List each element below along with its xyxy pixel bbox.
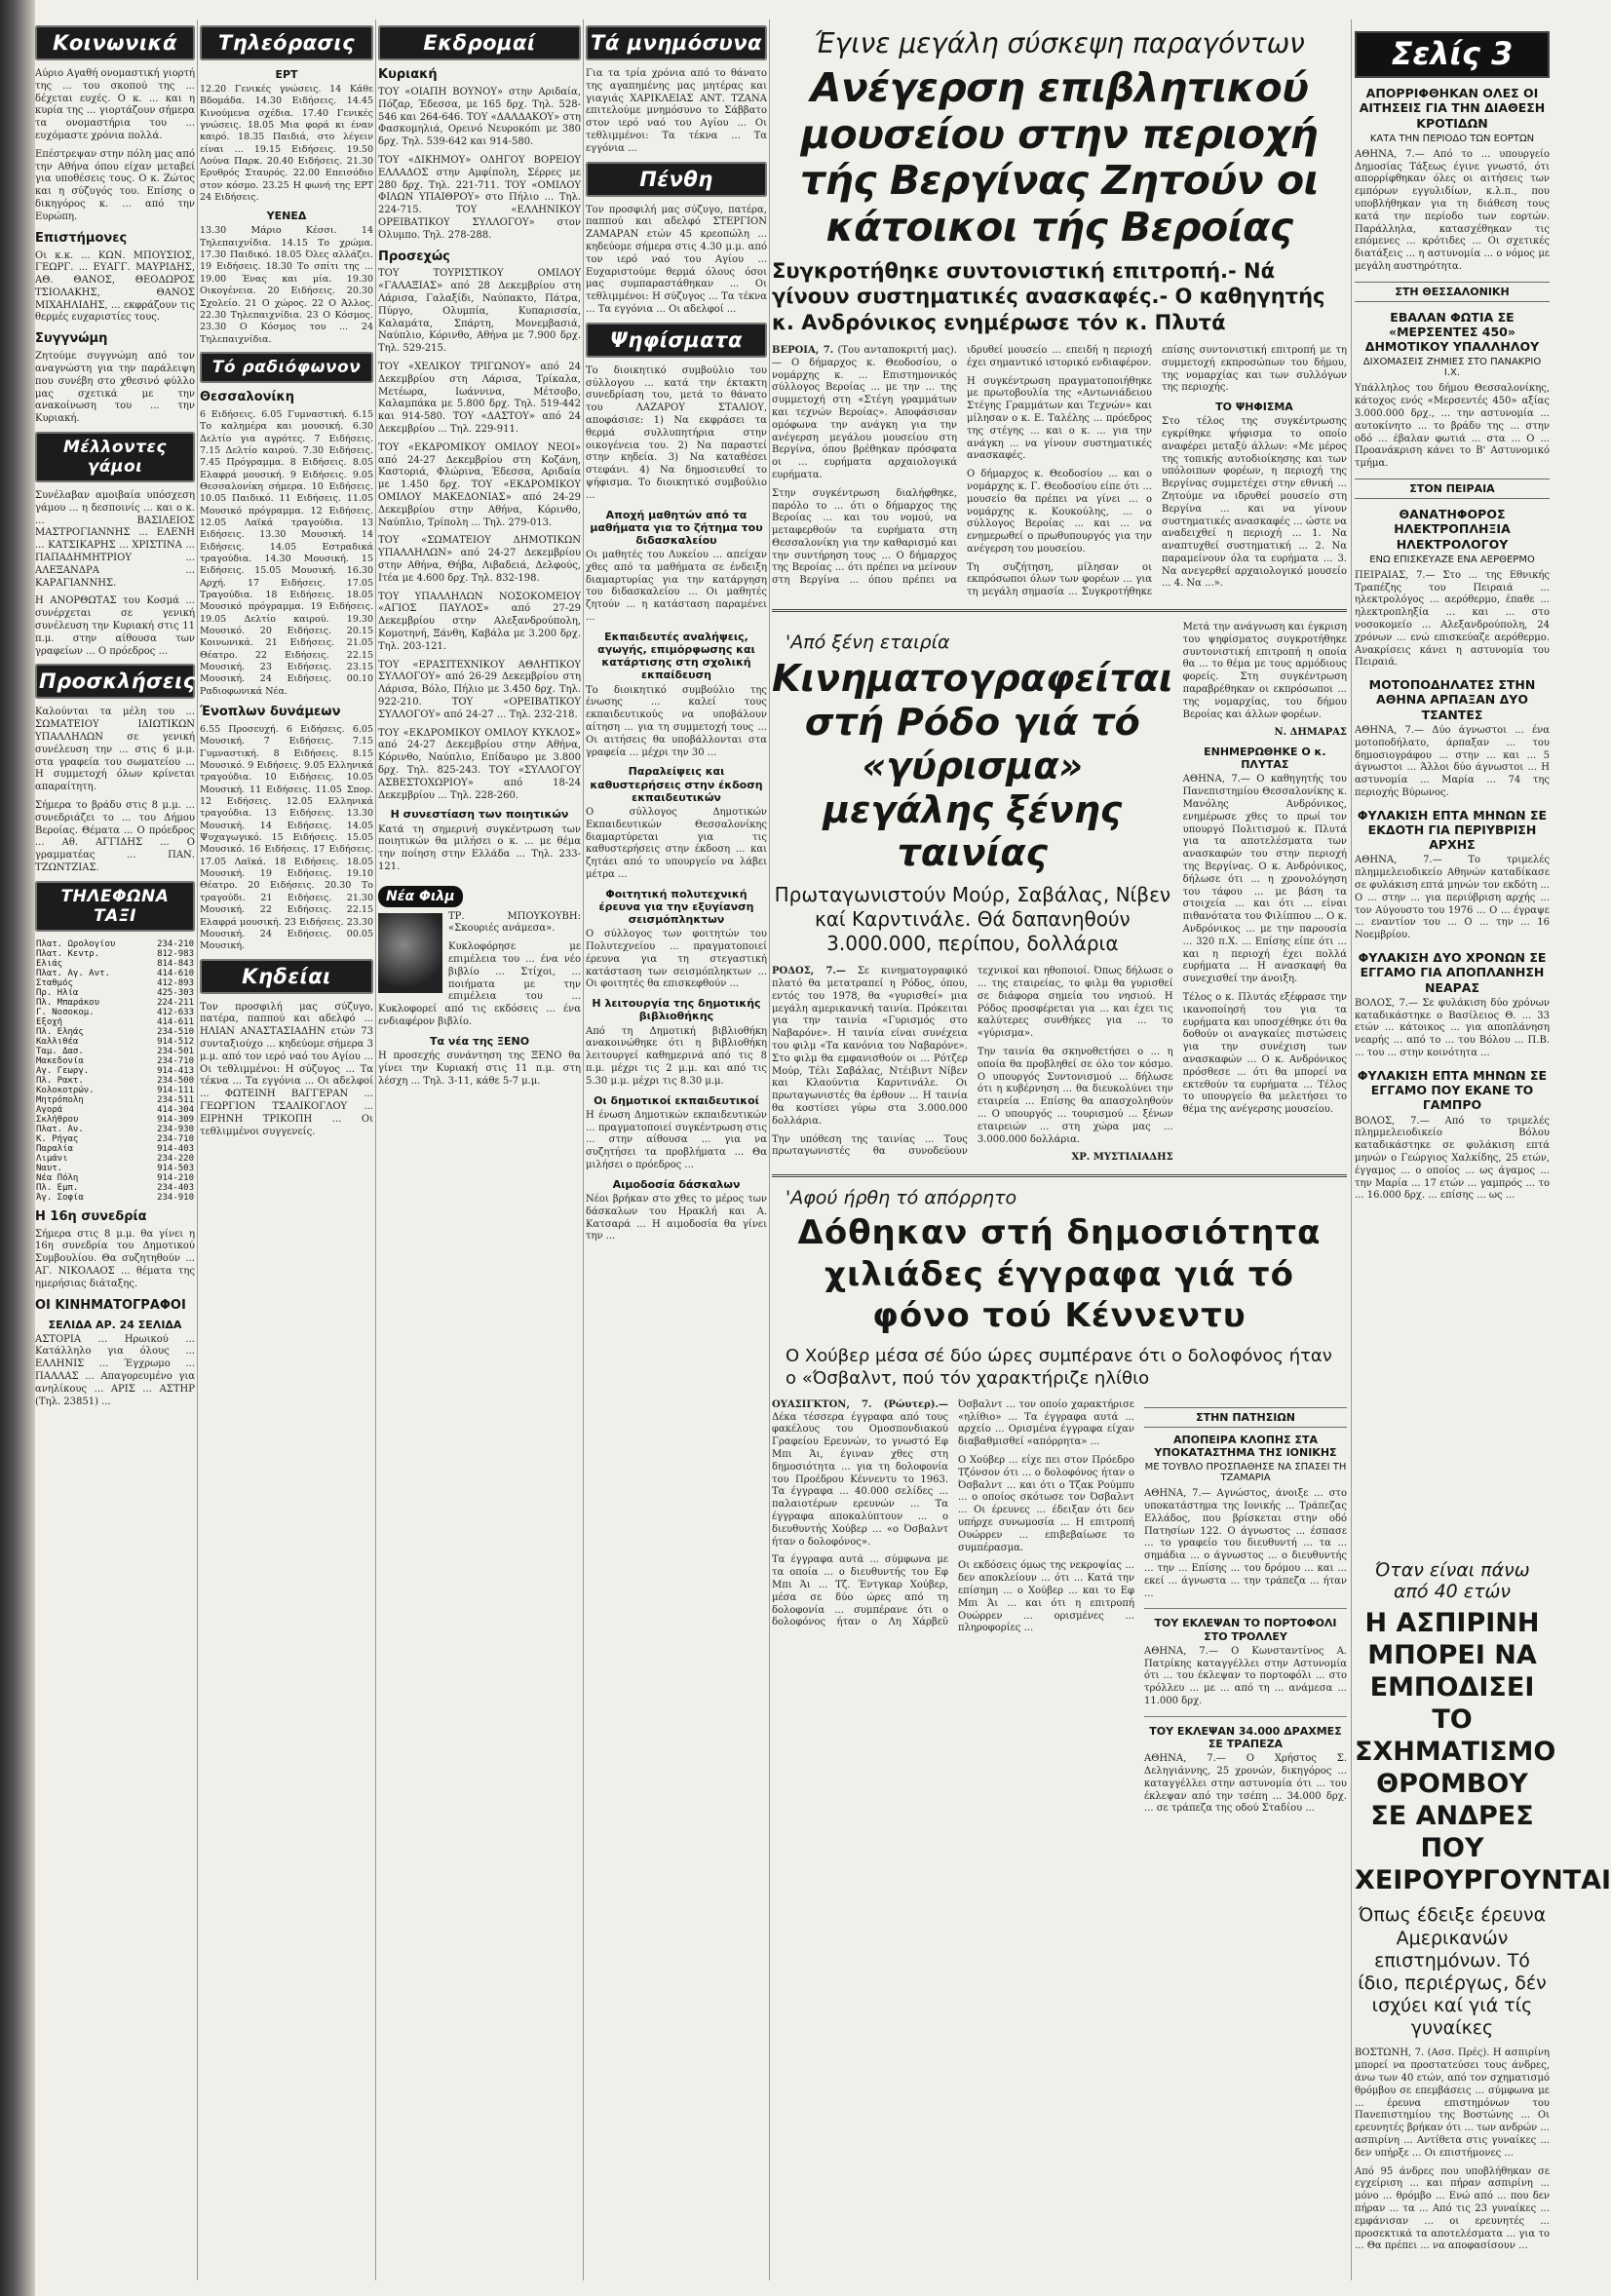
article-text: Αύριο Αγαθή ονομαστική γιορτή της ... του σκοπού της ... δέχεται ευχές. Ο κ. ... και η κυρία της ... γιορτάζουν σήμερα τα ονομαστήρια του ... ευχόμαστε χρόνια πολλά. — [35, 68, 195, 141]
aspirin-story — [1355, 1546, 1611, 2259]
section-banner-weddings: Μέλλοντες γάμοι — [35, 432, 195, 482]
story-divider — [772, 609, 1347, 612]
section-banner-memorials: Τά μνημόσυνα — [586, 25, 767, 60]
column-rule — [583, 19, 584, 2280]
dateline: ΟΥΑΣΙΓΚΤΟΝ, 7. (Ρώυτερ).— — [772, 1398, 948, 1410]
brief-subheading: ΕΝΩ ΕΠΙΣΚΕΥΑΖΕ ΕΝΑ ΑΕΡΘΕΡΜΟ — [1369, 554, 1535, 565]
taxi-phone-row — [35, 1144, 195, 1154]
section-banner-mourning: Πένθη — [586, 162, 767, 197]
book-cover-image — [378, 913, 442, 993]
article-text: Για τα τρία χρόνια από το θάνατο της αγαπημένης μας μητέρας και γιαγιάς ΧΑΡΙΚΛΕΙΑΣ ΑΝΤ. ΤΖΑΝΑ επιτελούμε μνημόσυνο το Σάββατο στον ιερό ναό του Αγίου ... Οι τεθλιμμένοι: Τα τέκνα ... Τα εγγόνια ... — [586, 68, 767, 154]
taxi-phone-row — [35, 1105, 195, 1115]
article-text: Η συγκέντρωση πραγματοποιήθηκε με πρωτοβουλία της «Αντωνιάδειου Στέγης Γραμμάτων και Τεχνών» και μίλησαν ο κ. Ε. Ταλέλης ... πρόεδρος της στέγης ... και ο κ. ... για την ανάγκη ... να γίνουν συστηματικές ανασκαφές. — [967, 375, 1152, 462]
taxi-phone-row — [35, 1076, 195, 1086]
section-banner-invitations: Προσκλήσεις — [35, 664, 195, 699]
section-heading: ΟΙ ΚΙΝΗΜΑΤΟΓΡΑΦΟΙ — [35, 1297, 186, 1313]
article-text: Τον προσφιλή μας σύζυγο, πατέρα, παππού και αδελφό ... ΗΛΙΑΝ ΑΝΑΣΤΑΣΙΑΔΗΝ ετών 73 συνταξιούχο ... κηδεύομε σήμερα 3 μ.μ. από τον ιερό ναό του Αγίου ... Οι τεθλιμμένοι: Η σύζυγος ... Τα τέκνα ... Τα εγγόνια ... Οι αδελφοί ... ΦΩΤΕΙΝΗ ΒΑΓΓΕΡΑΝ ... ΓΕΩΡΓΙΟΝ ΤΣΑΛΙΚΟΓΛΟΥ ... ΕΙΡΗΝΗ ΤΡΙΚΟΠΗ ... Οι τεθλιμμένοι συγγενείς. — [200, 1001, 373, 1137]
article-text: ΤΟΥ «ΔΙΚΗΜΟΥ» ΟΔΗΓΟΥ ΒΟΡΕΙΟΥ ΕΛΛΑΔΟΣ στην Αμφίπολη, Σέρρες με 280 δρχ. Τηλ. 221-711. ΤΟΥ «ΟΜΙΛΟΥ ΦΙΛΩΝ ΥΠΑΙΘΡΟΥ» στο Πήλιο ... Τηλ. 224-715. ΤΟΥ «ΕΛΛΗΝΙΚΟΥ ΟΡΕΙΒΑΤΙΚΟΥ ΣΥΛΛΟΓΟΥ» στον Όλυμπο. Τηλ. 278-288. — [378, 154, 581, 241]
article-text: Τα έγγραφα αυτά ... σύμφωνα με τα οποία ... ο διευθυντής του Εφ Μπι Άι ... Τζ. Έντγκαρ Χούβερ, μέσα σε δύο ώρες από τη δολοφονία ... συμπέρανε ότι ο δολοφόνος ήταν ο Λη Χάρβεϋ Όσβαλντ ... τον οποίο χαρακτήρισε «ηλίθιο» ... Τα έγγραφα αυτά ... αρχείο ... Ορισμένα έγγραφα είχαν διαβαθμισθεί «απόρρητα» ... — [772, 1398, 1134, 1628]
article-text: Σήμερα το βράδυ στις 8 μ.μ. ... συνεδριάζει το ... του Δήμου Βεροίας. Θέματα ... Ο πρόεδρος ... Αθ. ΑΓΓΙΔΗΣ ... Ο γραμματέας ... ΠΑΝ. ΤΖΩΝΤΖΙΑΣ. — [35, 799, 195, 873]
brief-heading: ΜΟΤΟΠΟΔΗΛΑΤΕΣ ΣΤΗΝ ΑΘΗΝΑ ΑΡΠΑΞΑΝ ΔΥΟ ΤΣΑΝΤΕΣ — [1368, 677, 1536, 722]
article-text: ΑΘΗΝΑ, 7.— Δύο άγνωστοι ... ένα μοτοποδήλατο, άρπαξαν ... του δημοσιογράφου ... στην ... και ... 5 άγνωστοι ... Άλλοι δύο άγνωστοι ... Η αστυνομία ... Μαρία ... 74 της περιοχής Βύρωνος. — [1355, 724, 1550, 798]
lead-story-headline: Ανέγερση επιβλητικού μουσείου στην περιοχή τής Βεργίνας Ζητούν οι κάτοικοι τής Βεροίας — [799, 64, 1320, 250]
article-text: Κατά τη σημερινή συγκέντρωση των ποιητικών θα μιλήσει ο κ. ... με θέμα την ποίηση στην Ελλάδα ... Τηλ. 233-121. — [378, 823, 581, 872]
column-rule — [197, 19, 198, 2280]
brief-divider — [1144, 1608, 1347, 1609]
taxi-stand-name: Πλατ. Αν. — [36, 1124, 84, 1134]
taxi-phone-number: 234-210 — [157, 938, 194, 949]
section-heading: Κυριακή — [378, 67, 438, 82]
section-banner-social: Κοινωνικά — [35, 25, 195, 60]
article-text: ΤΟΥ «ΣΩΜΑΤΕΙΟΥ ΔΗΜΟΤΙΚΩΝ ΥΠΑΛΛΗΛΩΝ» από 24-27 Δεκεμβρίου στην Αθήνα, Θήβα, Λιβαδειά, Δελφούς, Ιτέα με 4.600 δρχ. Τηλ. 832-198. — [378, 535, 581, 584]
article-text: Από 95 άνδρες που υποβλήθηκαν σε εγχείριση ... και πήραν ασπιρίνη ... μόνο ... θρόμβο ... Ενώ από ... που δεν πήραν ... τα ... Από τις 23 γυναίκες ... εμφάνισαν ... οι ερευνητές ... προσεκτικά τα αποτελέσματα ... για το ... Θα πρέπει ... να αποφασίσουν ... — [1355, 2165, 1550, 2252]
taxi-phone-number: 234-220 — [157, 1153, 194, 1164]
kennedy-story-deck: Ο Χούβερ μέσα σέ δύο ώρες συμπέρανε ότι ο δολοφόνος ήταν ο «Όσβαλντ, πού τόν χαρακτήριζε ηλίθιο — [786, 1345, 1332, 1389]
kennedy-story-tag: ' Αφού ήρθη τό απόρρητο — [772, 1187, 1347, 1208]
article-subheading: ΕΝΗΜΕΡΩΘΗΚΕ Ο κ. ΠΛΥΤΑΣ — [1204, 746, 1326, 772]
article-text: ΑΘΗΝΑ, 7.— Από το ... υπουργείο Δημοσίας Τάξεως έγινε γνωστό, ότι απορρίφθηκαν όλες οι αιτήσεις των εμπόρων εγγυλιδίων, κ.λ.π., που υποβλήθηκαν για τη διάθεση τους κατά την περίοδο των εορτών. Παράλληλα, κατασχέθηκαν τις επόμενες ... κρότιδες ... Οι σχετικές διατάξεις ... η αστυνομία ... ο νόμος με μεγάλη αυστηρότητα. — [1355, 148, 1550, 272]
lead-story-continued — [1183, 622, 1347, 1165]
article-text: ΤΟΥ «ΟΙΑΠΗ ΒΟΥΝΟΥ» στην Αριδαία, Πόζαρ, Έδεσσα, με 165 δρχ. Τηλ. 528-546 και 264-646. ΤΟΥ «ΔΑΛΔΑΚΟΥ» στη Φασκομηλιά, Ορεινό Νευροκόπι με 380 δρχ. Τηλ. 539-642 και 914-580. — [378, 86, 581, 148]
taxi-phone-row — [35, 1173, 195, 1183]
brief-subheading: ΚΑΤΑ ΤΗΝ ΠΕΡΙΟΔΟ ΤΩΝ ΕΟΡΤΩΝ — [1369, 133, 1535, 144]
article-text: Οι μαθητές του Λυκείου ... απείχαν χθες από τα μαθήματα σε ένδειξη διαμαρτυρίας για την κατάργηση του διδασκαλείου ... Οι μαθητές ζητούν ... η κατάσταση παραμένει ... — [586, 550, 767, 624]
column-rule — [375, 19, 376, 2280]
article-text: Συνέλαβαν αμοιβαία υπόσχεση γάμου ... η δεσποινίς ... και ο κ. ... ΒΑΣΙΛΕΙΟΣ ΜΑΣΤΡΟΓΙΑΝΝΗΣ ... ΕΛΕΝΗ ... ΚΑΤΣΙΚΑΡΗΣ ... ΧΡΙΣΤΙΝΑ ... ΠΑΠΑΔΗΜΗΤΡΙΟΥ ... ΑΛΕΞΑΝΔΡΑ ... ΚΑΡΑΓΙΑΝΝΗΣ. — [35, 490, 195, 589]
column-main-stories — [772, 19, 1347, 1821]
brief-label: ΣΤΟΝ ΠΕΙΡΑΙΑ — [1355, 478, 1550, 499]
article-text: ΤΟΥ ΤΟΥΡΙΣΤΙΚΟΥ ΟΜΙΛΟΥ «ΓΑΛΑΞΙΑΣ» από 28 Δεκεμβρίου στη Λάρισα, Γαλαξίδι, Ναύπακτο, Πάτρα, Πύργο, Ολυμπία, Κυπαρισσία, Καλαμάτα, Σπάρτη, Μονεμβασιά, Ναύπλιο, Κόρινθο, Αθήνα με 7.900 δρχ. Τηλ. 529-215. — [378, 268, 581, 355]
taxi-phone-table — [35, 939, 195, 1203]
taxi-phone-row — [35, 1134, 195, 1144]
article-text: Η ΑΝΟΡΘΩΤΑΣ του Κοσμά ... συνέρχεται σε γενική συνέλευση την Κυριακή στις 11 π.μ. στην αίθουσα των γραφείων ... Ο πρόεδρος ... — [35, 595, 195, 657]
kennedy-story-headline: Δόθηκαν στή δημοσιότητα χιλιάδες έγγραφα γιά τό φόνο τού Κέννεντυ — [797, 1213, 1322, 1336]
taxi-phone-row — [35, 1008, 195, 1017]
article-heading: Εκπαιδευτές αναλήψεις, αγωγής, επιμόρφωσης και κατάρτισης στη σχολική εκπαίδευση — [597, 630, 755, 682]
taxi-phone-number: 914-210 — [157, 1172, 194, 1183]
taxi-stand-name: Μακεδονία — [36, 1055, 84, 1066]
taxi-stand-name: Εξοχή — [36, 1016, 63, 1027]
article-text: ΑΘΗΝΑ, 7.— Ο Χρήστος Σ. Δεληγιάννης, 25 χρονών, δικηγόρος ... καταγγέλλει στην αστυνομία ότι ... του έκλεψαν από την τσέπη ... 34.000 δρχ. ... σε τράπεζα της οδού Σταδίου ... — [1144, 1753, 1347, 1815]
article-text: Στο τέλος της συγκέντρωσης εγκρίθηκε ψήφισμα το οποίο αναφέρει μεταξύ άλλων: «Με μέρος της τοπικής αυτοδιοίκησης και των υπόλοιπων φορέων, η περιοχή της Βεργίνας συμμετέχει στην εθνική ... Ζητούμε να ιδρυθεί μουσείο στη Βεργίνα ... και να γίνουν συστηματικές ανασκαφές ... ώστε να αναδειχθεί η περιοχή ... 1. Να αναπτυχθεί συστηματική ... 2. Να παραμείνουν όλα τα ευρήματα ... 3. Να ανεγερθεί αρχαιολογικό μουσείο ... 4. Να ...». — [1162, 416, 1347, 590]
article-text: ΤΟΥ «ΕΚΔΡΟΜΙΚΟΥ ΟΜΙΛΟΥ ΚΥΚΛΟΣ» από 24-27 Δεκεμβρίου στην Αθήνα, Κόρινθο, Ναύπλιο, Επίδαυρο με 3.800 δρχ. Τηλ. 825-243. ΤΟΥ «ΣΥΛΛΟΓΟΥ ΑΣΒΕΣΤΟΧΩΡΙΟΥ» από 18-24 Δεκεμβρίου ... Τηλ. 228-260. — [378, 727, 581, 801]
taxi-phone-row — [35, 1047, 195, 1056]
article-text: ΑΘΗΝΑ, 7.— Αγνώστος, άνοιξε ... στο υποκατάστημα της Ιονικής ... Τράπεζας Ελλάδος, που βρίσκεται στην οδό Πατησίων 122. Ο άγνωστος ... έσπασε ... το γραφείο του διευθυντή ... τα ... σημάδια ... ο άγνωστος ... ο διευθυντής ... την ... Επίσης ... του δρόμου ... και ... εκεί ... άγνωστα ... την τράπεζα ... ήταν ... — [1144, 1488, 1347, 1599]
taxi-stand-name: Κ. Ρήγας — [36, 1133, 79, 1144]
column-television — [200, 19, 373, 1144]
article-text: ΑΘΗΝΑ, 7.— Το τριμελές πλημμελειοδικείο Αθηνών καταδίκασε σε φυλάκιση επτά μηνών τον εκδότη ... Ο ... στην ... για περιύβριση αρχής ... τον Αύγουστο του 1976 ... Ο ... έγραψε ... εναντίον του ... Ο ... την ... 16 Νοεμβρίου. — [1355, 855, 1550, 941]
column-rule — [1351, 19, 1352, 2280]
taxi-stand-name: Ελιάς — [36, 958, 63, 969]
article-text: Οι κ.κ. ... ΚΩΝ. ΜΠΟΥΣΙΟΣ, ΓΕΩΡΓ. ... ΕΥΑΓΓ. ΜΑΥΡΙΔΗΣ, ΑΘ. ΘΑΝΟΣ, ΘΕΟΔΩΡΟΣ ΤΣΙΟΛΑΚΗΣ, ΘΑΝΟΣ ΜΙΧΑΗΛΙΔΗΣ, ... εκφράζουν τις θερμές ευχαριστίες τους. — [35, 249, 195, 324]
section-banner-resolutions: Ψηφίσματα — [586, 323, 767, 358]
article-text: ΤΟΥ «ΧΕΛΙΚΟΥ ΤΡΙΓΩΝΟΥ» από 24 Δεκεμβρίου στη Λάρισα, Τρίκαλα, Μετέωρα, Ιωάννινα, Μέτσοβο, Καλαμπάκα με 5.800 δρχ. Τηλ. 519-442 και 914-580. ΤΟΥ «ΔΑΣΤΟΥ» από 24 Δεκεμβρίου ... Τηλ. 229-911. — [378, 362, 581, 435]
taxi-phone-row — [35, 1154, 195, 1164]
taxi-phone-row — [35, 1125, 195, 1134]
taxi-phone-row — [35, 969, 195, 978]
column-memorials — [586, 19, 767, 1249]
brief-subheading: ΔΙΧΟΜΑΣΕΙΣ ΖΗΜΙΕΣ ΣΤΟ ΠΑΝΑΚΡΙΟ Ι.Χ. — [1362, 357, 1542, 379]
taxi-phone-number: 234-500 — [157, 1075, 194, 1086]
radio-listing: 6.55 Προσευχή. 6 Ειδήσεις. 6.05 Μουσική. 7 Ειδήσεις. 7.15 Γυμναστική. 8 Ειδήσεις. 8.15 Μουσικό. 9 Ειδήσεις. 9.05 Ελληνικά τραγούδια. 10 Ειδήσεις. 10.05 Μουσική. 11 Ειδήσεις. 11.05 Σπορ. 12 Ειδήσεις. 12.05 Ελληνικά τραγούδια. 13 Ειδήσεις. 13.30 Μουσική. 14 Ειδήσεις. 14.05 Ψυχαγωγικό. 15 Ειδήσεις. 15.05 Μουσικό. 16 Ειδήσεις. 17 Ειδήσεις. 17.05 Λαϊκά. 18 Ειδήσεις. 18.05 Μουσική. 19 Ειδήσεις. 19.10 Θέατρο. 20 Ειδήσεις. 20.30 Το τραγούδι. 21 Ειδήσεις. 21.30 Μουσική. 22 Ειδήσεις. 22.15 Ελαφρά μουσική. 23 Ειδήσεις. 23.30 Μουσική. 24 Ειδήσεις. 00.05 Μουσική. — [200, 724, 373, 952]
taxi-phone-number: 414-304 — [157, 1104, 194, 1115]
article-text: Μετά την ανάγνωση και έγκριση του ψηφίσματος συγκροτήθηκε συντονιστική επιτροπή η οποία θα ... το θέμα με τους αρμόδιους φορείς. Στη συγκέντρωση παραβρέθηκαν οι εκπρόσωποι ... της νομαρχίας, του δήμου Βεροίας και άλλων φορέων. — [1182, 622, 1347, 720]
article-text: Στην συγκέντρωση διαλήφθηκε, παρόλο το ... ότι ο δήμαρχος της Βεροίας ... και του νομού, να μεταφερθούν τα ευρήματα στη Θεσσαλονίκη για την καθαρισμό και την συντήρηση τους ... Ο δήμαρχος της Βεροίας ... ότι πρέπει να μείνουν στη Βεργίνα ... όπου πρέπει να ιδρυθεί μουσείο ... επειδή η περιοχή έχει σημαντικό ιστορικό ενδιαφέρον. — [772, 344, 1152, 587]
taxi-phone-number: 234-910 — [157, 1192, 194, 1203]
brief-heading: ΦΥΛΑΚΙΣΗ ΔΥΟ ΧΡΟΝΩΝ ΣΕ ΕΓΓΑΜΟ ΓΙΑ ΑΠΟΠΛΑΝΗΣΗ ΝΕΑΡΑΣ — [1358, 950, 1547, 995]
page-number-banner: Σελίς 3 — [1355, 31, 1550, 78]
taxi-stand-name: Πρ. Ηλία — [36, 987, 79, 998]
column-excursions — [378, 19, 581, 1093]
taxi-stand-name: Πλ. Εμπ. — [36, 1182, 79, 1193]
tv-listing: 13.30 Μάριο Κέσσι. 14 Τηλεπαιχνίδια. 14.15 Το χρώμα. 17.30 Παιδικό. 18.05 Όλες αλλάζει. 19 Ειδήσεις. 18.30 Το σπίτι της ... 19.00 Ένας και μία. 19.30 Οικογένεια. 20 Ειδήσεις. 20.30 Σχολείο. 21 Ο χώρος. 22 Ο Άλλος. 22.30 Τηλεπαιχνίδια. 23 Ο Κόσμος. 23.30 Ο Κόσμος του ... 24 Τηλεπαιχνίδια. — [200, 225, 373, 345]
section-subheading: ΣΕΛΙΔΑ ΑΡ. 24 ΣΕΛΙΔΑ — [48, 1318, 182, 1331]
taxi-stand-name: Μητρόπολη — [36, 1094, 84, 1105]
article-text: ΑΘΗΝΑ, 7.— Ο καθηγητής του Πανεπιστημίου Θεσσαλονίκης κ. Μανόλης Ανδρόνικος, ενημέρωσε χθες το πρωί τον υπουργό Πολιτισμού κ. Πλυτά για τα αποτελέσματα των ανασκαφών του στην περιοχή της Βεργίνας. Ο κ. Ανδρόνικος, δήλωσε ότι ... η χρονολόγηση του τάφου ... με βάση τα στοιχεία ... και ότι ... είναι πιθανότατα του Φιλίππου ... Ο κ. Ανδρόνικος ... με την παρουσία ... 320 π.Χ. ... Επίσης είπε ότι ... και η περιοχή έχει πολλά ευρήματα ... Η ανασκαφή θα συνεχισθεί την άνοιξη. — [1182, 774, 1347, 985]
taxi-phone-row — [35, 1193, 195, 1203]
taxi-phone-number: 914-512 — [157, 1036, 194, 1047]
taxi-stand-name: Σταθμός — [36, 977, 73, 988]
article-heading: Παραλείψεις και καθυστερήσεις στην έκδοση εκπαιδευτικών — [590, 765, 763, 804]
section-banner-funerals: Κηδείαι — [200, 959, 373, 994]
taxi-phone-row — [35, 1056, 195, 1066]
taxi-stand-name: Πλ. Εληάς — [36, 1026, 84, 1037]
taxi-phone-number: 234-930 — [157, 1124, 194, 1134]
radio-listing: 6 Ειδήσεις. 6.05 Γυμναστική. 6.15 Το καλημέρα και μουσική. 6.30 Δελτίο για αγρότες. 7 Ειδήσεις. 7.15 Δελτίο καιρού. 7.30 Ειδήσεις. 7.45 Πρόγραμμα. 8 Ειδήσεις. 8.05 Ελαφρά μουσική. 9 Ειδήσεις. 9.05 Θεσσαλονίκη σήμερα. 10 Ειδήσεις. 10.05 Παιδικό. 11 Ειδήσεις. 11.05 Μουσικό πρόγραμμα. 12 Ειδήσεις. 12.05 Λαϊκά τραγούδια. 13 Ειδήσεις. 13.30 Μουσική. 14 Ειδήσεις. 14.05 Εστραδικά τραγούδια. 14.30 Μουσική. 15 Ειδήσεις. 15.05 Μουσική. 16.30 Αρχή. 17 Ειδήσεις. 17.05 Τραγούδια. 18 Ειδήσεις. 18.05 Μουσικό πρόγραμμα. 19 Ειδήσεις. 19.05 Δελτίο καιρού. 19.30 Μουσικό. 20 Ειδήσεις. 20.15 Κοινωνικά. 21 Ειδήσεις. 21.05 Θέατρο. 22 Ειδήσεις. 22.15 Μουσική. 23 Ειδήσεις. 23.15 Μουσική. 24 Ειδήσεις. 00.10 Ραδιοφωνικά Νέα. — [200, 408, 373, 697]
article-heading: Η λειτουργία της δημοτικής βιβλιοθήκης — [592, 997, 761, 1023]
article-heading: Αιμοδοσία δάσκαλων — [612, 1177, 741, 1191]
byline: ΧΡ. ΜΥΣΤΙΛΙΑΔΗΣ — [1071, 1152, 1173, 1164]
film-story-deck: Πρωταγωνιστούν Μούρ, Σαβάλας, Νίβεν καί Καρντινάλε. Θά δαπανηθούν 3.000.000, περίπου, δολλάρια — [774, 883, 1171, 956]
section-heading: Συγγνώμη — [35, 331, 108, 347]
brief-subheading: ΜΕ ΤΟΥΒΛΟ ΠΡΟΣΠΑΘΗΣΕ ΝΑ ΣΠΑΣΕΙ ΤΗ ΤΖΑΜΑΡΙΑ — [1144, 1462, 1347, 1484]
article-text: Τον προσφιλή μας σύζυγο, πατέρα, παππού και αδελφό ΣΤΕΡΓΙΟΝ ΖΑΜΑΡΑΝ ετών 45 κρεοπώλη ... κηδεύομε σήμερα στις 4.30 μ.μ. από τον ιερό ναό του Αγίου ... Ευχαριστούμε θερμά όλους όσοι μας συμπαραστάθηκαν ... Οι τεθλιμμένοι: Η σύζυγος ... Τα τέκνα ... Τα εγγόνια ... Οι αδελφοί ... — [586, 204, 767, 315]
station-label: Ένοπλων δυνάμεων — [200, 705, 341, 720]
taxi-stand-name: Κολοκοτρών. — [36, 1085, 95, 1095]
new-books-badge: Νέα Φιλμ — [378, 886, 463, 907]
taxi-phone-row — [35, 939, 195, 949]
article-text: Από τη Δημοτική βιβλιοθήκη ανακοινώθηκε ότι η βιβλιοθήκη λειτουργεί καθημερινά από τις 8 π.μ. μέχρι τις 2 μ.μ. και από τις 5.30 μ.μ. μέχρι τις 8.30 μ.μ. — [586, 1025, 767, 1087]
film-story-tag: ' Από ξένη εταιρία — [772, 631, 1173, 653]
article-text: Την ταινία θα σκηνοθετήσει ο ... η οποία θα προβληθεί σε όλο τον κόσμο. Ο υπουργός Συντονισμού ... δήλωσε ότι η κυβέρνηση ... θα διευκολύνει την εταιρεία ... Επίσης θα απασχοληθούν ... Ο υπουργός ... τουρισμού ... ξένων εταιρειών ... στη χώρα μας ... 3.000.000 δολλάρια. — [977, 1047, 1173, 1145]
brief-label: ΣΤΗΝ ΠΑΤΗΣΙΩΝ — [1144, 1407, 1347, 1428]
lead-story-body — [772, 345, 1347, 599]
article-text: ΤΟΥ «ΕΡΑΣΙΤΕΧΝΙΚΟΥ ΑΘΛΗΤΙΚΟΥ ΣΥΛΛΟΓΟΥ» από 26-29 Δεκεμβρίου στη Λάρισα, Βόλο, Πήλιο με 3.450 δρχ. Τηλ. 922-210. ΤΟΥ «ΟΡΕΙΒΑΤΙΚΟΥ ΣΥΛΛΟΓΟΥ» από 24-27 ... Τηλ. 232-218. — [378, 659, 581, 720]
brief-heading: ΦΥΛΑΚΙΣΗ ΕΠΤΑ ΜΗΝΩΝ ΣΕ ΕΓΓΑΜΟ ΠΟΥ ΕΚΑΝΕ ΤΟ ΓΑΜΠΡΟ — [1357, 1067, 1548, 1113]
brief-heading: ΑΠΟΠΕΙΡΑ ΚΛΟΠΗΣ ΣΤΑ ΥΠΟΚΑΤΑΣΤΗΜΑ ΤΗΣ ΙΟΝΙΚΗΣ — [1154, 1433, 1337, 1460]
taxi-phone-number: 914-403 — [157, 1143, 194, 1154]
article-text: Η ένωση Δημοτικών εκπαιδευτικών ... πραγματοποιεί συγκέντρωση στις ... στην αίθουσα ... για να συζητήσει τα προβλήματα ... Θα μιλήσει ο πρόεδρος ... — [586, 1109, 767, 1171]
taxi-phone-row — [35, 1095, 195, 1105]
column-right-news — [1355, 19, 1550, 1208]
article-text: ΤΟΥ «ΕΚΔΡΟΜΙΚΟΥ ΟΜΙΛΟΥ ΝΕΟΙ» από 24-27 Δεκεμβρίου στη Κοζάνη, Καστοριά, Φλώρινα, Έδεσσα, Αριδαία με 1.450 δρχ. ΤΟΥ «ΕΚΔΡΟΜΙΚΟΥ ΟΜΙΛΟΥ ΜΑΚΕΔΟΝΙΑΣ» από 24-29 Δεκεμβρίου στην Αθήνα, Κόρινθο, Ναύπλιο, Τρίπολη ... Τηλ. 279-013. — [378, 441, 581, 528]
taxi-phone-row — [35, 998, 195, 1008]
taxi-phone-number: 412-893 — [157, 977, 194, 988]
aspirin-story-headline: Η ΑΣΠΙΡΙΝΗ ΜΠΟΡΕΙ ΝΑ ΕΜΠΟΔΙΣΕΙ ΤΟ ΣΧΗΜΑΤΙΣΜΟ ΘΡΟΜΒΟΥ ΣΕ ΑΝΔΡΕΣ ΠΟΥ ΧΕΙΡΟΥΡΓΟΥΝΤΑΙ — [1355, 1608, 1611, 1895]
brief-heading: ΤΟΥ ΕΚΛΕΨΑΝ 34.000 ΔΡΑΧΜΕΣ ΣΕ ΤΡΑΠΕΖΑ — [1149, 1724, 1342, 1750]
taxi-stand-name: Πλατ. Ωρολογίου — [36, 938, 116, 949]
taxi-phone-row — [35, 1027, 195, 1037]
column-rule — [769, 19, 770, 2280]
taxi-phone-number: 914-413 — [157, 1065, 194, 1076]
article-heading: Αποχή μαθητών από τα μαθήματα για το ζήτημα του διδασκαλείου — [590, 508, 763, 547]
channel-label: ΥΕΝΕΔ — [266, 210, 307, 223]
station-label: Θεσσαλονίκη — [200, 389, 295, 404]
article-text: ΤΡ. ΜΠΟΥΚΟΥΒΗ: «Σκουριές ανάμεσα». — [448, 910, 581, 935]
taxi-stand-name: Σκλήθρου — [36, 1114, 79, 1125]
lead-story-kicker: Έγινε μεγάλη σύσκεψη παραγόντων — [814, 27, 1305, 59]
taxi-phone-number: 412-633 — [157, 1007, 194, 1017]
lead-story-deck: Συγκροτήθηκε συντονιστική επιτροπή.- Νά γίνουν συστηματικές ανασκαφές.- Ο καθηγητής κ. Ανδρόνικος ενημέρωσε τόν κ. Πλυτά — [772, 259, 1325, 334]
taxi-stand-name: Αγ. Γεωργ. — [36, 1065, 90, 1076]
taxi-phone-row — [35, 1183, 195, 1193]
article-text: Ο δήμαρχος κ. Θεοδοσίου ... και ο νομάρχης κ. Γ. Θεοδοσίου είπε ότι ... μουσείο θα πρέπει να γίνει ... ο νομάρχης κ. Κουκούλης, ... ο σύλλογος Βεροίας ... και ... να ενημερωθεί ο πρωθυπουργός για την ανέγερση του μουσείου. — [967, 469, 1152, 555]
taxi-phone-row — [35, 988, 195, 998]
article-text: ΒΟΣΤΩΝΗ, 7. (Ασσ. Πρές). Η ασπιρίνη μπορεί να προστατεύσει τους άνδρες, άνω των 40 ετών, από τον σχηματισμό θρόμβου σε επεμβάσεις ... σύμφωνα με ... έρευνα επιστημόνων του Πανεπιστημίου της Βοστώνης ... Οι ερευνητές βρήκαν ότι ... των ανδρών ... ασπιρίνη ... Αντίθετα στις γυναίκες ... δεν υπήρξε ... Οι επιστήμονες ... — [1355, 2047, 1550, 2159]
taxi-phone-number: 914-111 — [157, 1085, 194, 1095]
article-text: Υπάλληλος του δήμου Θεσσαλονίκης, κάτοχος ενός «Μερσεντές 450» αξίας 3.000.000 δρχ., ... την αστυνομία ... αυτοκίνητο ... το βράδυ της ... στην οδό ... έβαλαν φωτιά ... στα ... Ο ... Προανάκριση κάνει το Β' Αστυνομικό τμήμα. — [1355, 383, 1550, 470]
section-banner-television: Τηλεόρασις — [200, 25, 373, 60]
taxi-phone-row — [35, 1066, 195, 1076]
article-text: ΠΕΙΡΑΙΑΣ, 7.— Στο ... της Εθνικής Τραπέζης του Πειραιά ... ηλεκτρολόγος ... αερόθερμο, έπαθε ... ηλεκτροπληξία ... και ... στο νοσοκομείο ... Αλεξανδρούπολη, 24 χρόνων ... ενώ επισκεύαζε αερόθερμο. Ανακρίσεις κάνει η αστυνομία του Πειραιά. — [1355, 569, 1550, 669]
article-text: Την υπόθεση της ταινίας ... Τους πρωταγωνιστές θα συνοδεύουν τεχνικοί και ηθοποιοί. Όπως δήλωσε ο ... της εταιρείας, το φιλμ θα γυρισθεί σε διάφορα σημεία του νησιού. Η Ρόδος προσφέρεται για ... και έχει τις καλύτερες συνθήκες για ... το «γύρισμα». — [772, 966, 1173, 1158]
article-text: Τέλος ο κ. Πλυτάς εξέφρασε την ικανοποίησή του για τα ευρήματα και υποσχέθηκε ότι θα δοθούν οι αναγκαίες πιστώσεις για την συνέχιση των ανασκαφών ... Ο κ. Ανδρόνικος πρόσθεσε ... ότι θα μπορεί να εκτεθούν τα ευρήματα ... Τέλος το υπουργείο θα μελετήσει το θέμα της ανέγερσης μουσείου. — [1182, 992, 1347, 1116]
film-story — [772, 622, 1173, 1165]
brief-divider — [1144, 1716, 1347, 1717]
article-text: ΤΟΥ ΥΠΑΛΛΗΛΩΝ ΝΟΣΟΚΟΜΕΙΟΥ «ΑΓΙΟΣ ΠΑΥΛΟΣ» από 27-29 Δεκεμβρίου στην Αλεξανδρούπολη, Κομοτηνή, Ξάνθη, Καβάλα με 3.200 δρχ. Τηλ. 203-121. — [378, 591, 581, 652]
taxi-phone-number: 812-983 — [157, 948, 194, 959]
taxi-stand-name: Νέα Πόλη — [36, 1172, 79, 1183]
article-text: Ο Χούβερ ... είχε πει στον Πρόεδρο Τζόνσον ότι ... ο δολοφόνος ήταν ο Όσβαλντ ... και ότι ο Τζακ Ρούμπυ ... ο οποίος σκότωσε τον Όσβαλντ ... Οι έρευνες ... έδειξαν ότι δεν υπήρχε συνωμοσία ... Η επιτροπή Ουώρρεν ... επιβεβαίωσε το συμπέρασμα. — [958, 1455, 1134, 1553]
article-text: ΒΟΛΟΣ, 7.— Σε φυλάκιση δύο χρόνων καταδικάστηκε ο Βασίλειος Θ. ... 33 ετών ... κάτοικος ... για αποπλάνηση νεαρής ... από το ... του Βόλου ... Π.Β. ... του ... στην κοινότητα ... — [1355, 997, 1550, 1058]
taxi-phone-number: 814-843 — [157, 958, 194, 969]
article-text: Κυκλοφόρησε με επιμέλεια του ... ένα νέο βιβλίο ... Στίχοι, ... ποιήματα με την επιμέλεια του ... Κυκλοφορεί από τις εκδόσεις ... ένα ενδιαφέρον βιβλίο. — [378, 941, 581, 1028]
taxi-phone-row — [35, 978, 195, 988]
tv-listing: 12.20 Γενικές γνώσεις. 14 Κάθε Βδομάδα. 14.30 Ειδήσεις. 14.45 Κινούμενα σχέδια. 17.40 Γενικές γνώσεις. 18.05 Μια φορά κι έναν καιρό. 18.35 Παιδιά, στο λέγειν είναι ... 19.15 Ειδήσεις. 19.50 Λούνα Παρκ. 20.40 Ειδήσεις. 21.30 Ερυθρός Σταυρός. 22.00 Επεισόδιο στον κόσμο. 23.25 Η φωνή της ΕΡΤ 24 Ειδήσεις. — [200, 84, 373, 204]
article-text: Δέκα τέσσερα έγγραφα από τους φακέλους του Ομοσπονδιακού Γραφείου Ερευνών, το γνωστό Εφ Μπι Άι, έγιναν χθες στη δημοσιότητα ... για τη δολοφονία του Προέδρου Κέννεντυ το 1963. Τα έγγραφα ... 40.000 σελίδες ... παλαιοτέρων ερευνών ... Τα έγγραφα αποκαλύπτουν ... ο διευθυντής Χούβερ ... «ο Όσβαλντ ήταν ο δολοφόνος». — [772, 1411, 948, 1548]
taxi-stand-name: Γ. Νοσοκομ. — [36, 1007, 95, 1017]
brief-news-column — [1144, 1399, 1347, 1821]
taxi-phone-number: 914-503 — [157, 1163, 194, 1173]
taxi-phone-row — [35, 1115, 195, 1125]
section-heading: Επιστήμονες — [35, 230, 128, 246]
article-text: Το διοικητικό συμβούλιο της ένωσης ... καλεί τους εκπαιδευτικούς να υποβάλουν αίτηση ... για τη συμμετοχή τους ... Οι αιτήσεις θα υποβάλλονται στα γραφεία ... μέχρι την 30 ... — [586, 684, 767, 758]
taxi-phone-row — [35, 1164, 195, 1173]
taxi-phone-row — [35, 949, 195, 959]
taxi-stand-name: Καλλιθέα — [36, 1036, 79, 1047]
taxi-phone-row — [35, 1037, 195, 1047]
taxi-phone-number: 414-611 — [157, 1016, 194, 1027]
article-text: Επέστρεψαν στην πόλη μας από την Αθήνα όπου είχαν μεταβεί για υποθέσεις τους. Ο κ. Ζώτος και η σύζυγός του. Επίσης ο δικηγόρος κ. ... από την Ευρώπη. — [35, 148, 195, 222]
article-text: ΑΘΗΝΑ, 7.— Ο Κωνσταντίνος Α. Πατρίκης καταγγέλλει στην Αστυνομία ότι ... του έκλεψαν το πορτοφόλι ... στο τρόλλευ ... με ... από τη ... ανάμεσα ... 11.000 δρχ. — [1144, 1645, 1347, 1706]
taxi-stand-name: Αγορά — [36, 1104, 63, 1115]
section-banner-radio: Τό ραδιόφωνον — [200, 352, 373, 383]
taxi-phone-number: 234-501 — [157, 1046, 194, 1056]
article-text: Νέοι βρήκαν στο χθες το μέρος των δάσκαλων του Ηρακλή και Α. Κατσαρά ... Η αιμοδοσία θα γίνει την ... — [586, 1194, 767, 1243]
taxi-phone-number: 234-710 — [157, 1133, 194, 1144]
dateline: ΒΕΡΟΙΑ, 7. — [772, 344, 834, 356]
article-text: Το διοικητικό συμβούλιο του σύλλογου ... κατά την έκτακτη συνεδρίαση του, μετά το θάνατο του ΛΑΖΑΡΟΥ ΣΤΑΛΙΟΥ, αποφάσισε: 1) Να εκφράσει τα θερμά συλλυπητήρια στην οικογένεια του. 2) Να παραστεί στην κηδεία. 3) Να καταθέσει στεφάνι. 4) Να δημοσιευθεί το ψήφισμα. Το διοικητικό συμβούλιο ... — [586, 364, 767, 501]
byline: Ν. ΔΗΜΑΡΑΣ — [1274, 727, 1347, 739]
article-heading: Φοιτητική πολυτεχνική έρευνα για την εξυγίανση σεισμόπληκτων — [598, 887, 754, 927]
taxi-stand-name: Πλ. Ρακτ. — [36, 1075, 84, 1086]
article-text: Σήμερα στις 8 μ.μ. θα γίνει η 16η συνεδρία του Δημοτικού Συμβουλίου. Θα συζητηθούν ... ΑΓ. ΝΙΚΟΛΑΟΣ ... θέματα της ημερήσιας διάταξης. — [35, 1228, 195, 1289]
taxi-stand-name: Ταμ. Δασ. — [36, 1046, 84, 1056]
section-heading: Προσεχώς — [378, 249, 450, 264]
section-heading: Η 16η συνεδρία — [35, 1208, 147, 1224]
taxi-phone-number: 414-610 — [157, 968, 194, 978]
article-text: ΑΣΤΟΡΙΑ ... Ηρωικού ... Κατάλληλο για όλους ... ΕΛΛΗΝΙΣ ... Έγχρωμο ... ΠΑΛΛΑΣ ... Απαγορευμένο για ανηλίκους ... ΑΡΙΣ ... ΑΣΤΗΡ (Τηλ. 23851) ... — [35, 1333, 195, 1407]
taxi-stand-name: Πλατ. Κεντρ. — [36, 948, 100, 959]
aspirin-story-deck: Όπως έδειξε έρευνα Αμερικανών επιστημόνων. Τό ίδιο, περιέργως, δέν ισχύει καί γιά τίς γυναίκες — [1358, 1904, 1547, 2040]
article-heading: Η συνεστίαση των ποιητικών — [390, 808, 569, 822]
column-social — [35, 19, 195, 1414]
aspirin-story-kicker: Όταν είναι πάνω από 40 ετών — [1374, 1559, 1530, 1602]
taxi-stand-name: Παραλία — [36, 1143, 73, 1154]
taxi-phone-number: 234-403 — [157, 1182, 194, 1193]
article-text: Ζητούμε συγγνώμη από τον αναγνώστη για την παράλειψη που συνέβη στο χθεσινό φύλλο μας σχετικά με την ανακοίνωση του ... την Κυριακή. — [35, 351, 195, 425]
article-text: Η προσεχής συνάντηση της ΞΕΝΟ θα γίνει την Κυριακή στις 11 π.μ. στη λέσχη ... Τηλ. 3-11, κάθε 5-7 μ.μ. — [378, 1051, 581, 1087]
dateline: ΡΟΔΟΣ, 7.— — [772, 966, 846, 977]
taxi-stand-name: Πλ. Μπαράκου — [36, 997, 100, 1008]
article-text: Καλούνται τα μέλη του ... ΣΩΜΑΤΕΙΟΥ ΙΔΙΩΤΙΚΩΝ ΥΠΑΛΛΗΛΩΝ σε γενική συνέλευση την ... στις 6 μ.μ. στα γραφεία του σωματείου ... Η συμμετοχή όλων κρίνεται απαραίτητη. — [35, 707, 195, 793]
article-text: Οι εκδόσεις όμως της νεκροψίας ... δεν αποκλείουν ... ότι ... Κατά την επίσημη ... ο Χούβερ ... και το Εφ Μπι Άι ... και ότι η επιτροπή Ουώρρεν ... ορισμένες ... πληροφορίες ... — [958, 1560, 1134, 1634]
taxi-phone-number: 234-510 — [157, 1026, 194, 1037]
film-story-headline: Κινηματογραφείται στή Ρόδο γιά τό «γύρισμα» μεγάλης ξένης ταινίας — [772, 657, 1173, 875]
article-text: Τη συζήτηση, μίλησαν οι εκπρόσωποι όλων των φορέων ... για τη μεγάλη σημασία ... Συγκροτήθηκε επίσης συντονιστική επιτροπή με τη συμμετοχή εκπροσώπων του δήμου, της νομαρχίας και των συλλόγων της περιοχής. — [967, 344, 1347, 598]
taxi-stand-name: Ναυτ. — [36, 1163, 63, 1173]
taxi-phone-number: 234-710 — [157, 1055, 194, 1066]
article-text: (Του ανταποκριτή μας).— Ο δήμαρχος κ. Θεοδοσίου, ο νομάρχης κ. ... Επιστημονικός σύλλογος Βεροίας ... με την ... της συμμετοχή στη «Στέγη γραμμάτων και τεχνών Βεροίας». Αποφάσισαν ομόφωνα την ανάγκη για την ανέγερση μεγάλου μουσείου στη Βεργίνα, όπου βρέθηκαν πρόσφατα οι ... ευρήματα αρχαιολογικά ευρήματα. — [772, 344, 957, 480]
taxi-stand-name: Άγ. Σοφία — [36, 1192, 84, 1203]
kennedy-story-body — [772, 1399, 1134, 1821]
taxi-phone-number: 234-511 — [157, 1094, 194, 1105]
taxi-phone-number: 914-309 — [157, 1114, 194, 1125]
brief-label: ΣΤΗ ΘΕΣΣΑΛΟΝΙΚΗ — [1355, 282, 1550, 302]
taxi-phone-row — [35, 959, 195, 969]
article-text: ΒΟΛΟΣ, 7.— Από το τριμελές πλημμελειοδικείο Βόλου καταδικάστηκε σε φυλάκιση επτά μηνών ο Γεώργιος Χαλκίδης, 25 ετών, έγγαμος ... ο οποίος ... ως άγαμος ... την Μαρία ... 17 ετών ... γαμπρός ... το ... 16.000 δρχ. ... επίσης ... ως ... — [1355, 1115, 1550, 1202]
taxi-phone-row — [35, 1086, 195, 1095]
channel-label: ΕΡΤ — [275, 68, 298, 81]
article-subheading: ΤΟ ΨΗΦΙΣΜΑ — [1215, 401, 1293, 414]
article-text: Σε κινηματογραφικό πλατό θα μετατραπεί η Ρόδος, όπου, εντός του 1978, θα «γυρισθεί» μια μεγάλη αμερικανική ταινία. Πρόκειται για την ταινία «Γυρισμός στο Ναβαρόνε». Η ταινία είναι συνέχεια του φιλμ «Τα κανόνια του Ναβαρόνε». Στο φιλμ θα εμφανισθούν οι ... Ρότζερ Μούρ, Τέλι Σαβάλας, Ντέιβιντ Νίβεν και Κλαούντια Καρντινάλε. Οι πρωταγωνιστές θα έρθουν ... Η ταινία θα κοστίσει γύρω στα 3.000.000 δολλάρια. — [772, 966, 968, 1127]
brief-heading: ΕΒΑΛΑΝ ΦΩΤΙΑ ΣΕ «ΜΕΡΣΕΝΤΕΣ 450» ΔΗΜΟΤΙΚΟΥ ΥΠΑΛΛΗΛΟΥ — [1364, 309, 1540, 355]
brief-heading: ΤΟΥ ΕΚΛΕΨΑΝ ΤΟ ΠΟΡΤΟΦΟΛΙ ΣΤΟ ΤΡΟΛΛΕΥ — [1154, 1617, 1337, 1643]
section-banner-taxi-phones: ΤΗΛΕΦΩΝΑ ΤΑΞΙ — [35, 881, 195, 932]
article-heading: Οι δημοτικοί εκπαιδευτικοί — [594, 1093, 759, 1107]
taxi-phone-number: 224-211 — [157, 997, 194, 1008]
taxi-phone-number: 425-303 — [157, 987, 194, 998]
story-divider — [772, 1174, 1347, 1177]
brief-heading: ΑΠΟΡΡΙΦΘΗΚΑΝ ΟΛΕΣ ΟΙ ΑΙΤΗΣΕΙΣ ΓΙΑ ΤΗΝ ΔΙΑΘΕΣΗ ΚΡΟΤΙΔΩΝ — [1359, 86, 1546, 131]
taxi-stand-name: Πλατ. Αγ. Αντ. — [36, 968, 110, 978]
brief-heading: ΘΑΝΑΤΗΦΟΡΟΣ ΗΛΕΚΤΡΟΠΛΗΞΙΑ ΗΛΕΚΤΡΟΛΟΓΟΥ — [1394, 507, 1511, 552]
article-text: Ο σύλλογος των φοιτητών του Πολυτεχνείου ... πραγματοποιεί έρευνα για τη στεγαστική κατάσταση των σεισμόπληκτων ... Οι φοιτητές θα επισκεφθούν ... — [586, 929, 767, 990]
brief-heading: ΦΥΛΑΚΙΣΗ ΕΠΤΑ ΜΗΝΩΝ ΣΕ ΕΚΔΟΤΗ ΓΙΑ ΠΕΡΙΥΒΡΙΣΗ ΑΡΧΗΣ — [1357, 807, 1548, 853]
section-banner-excursions: Εκδρομαί — [378, 25, 581, 60]
article-text: Ο σύλλογος Δημοτικών Εκπαιδευτικών Θεσσαλονίκης διαμαρτύρεται για τις καθυστερήσεις στην έκδοση ... και ζητάει από το υπουργείο να λάβει μέτρα ... — [586, 806, 767, 880]
taxi-stand-name: Λιμάνι — [36, 1153, 68, 1164]
binding-gutter — [0, 0, 35, 2296]
article-heading: Τα νέα της ΞΕΝΟ — [429, 1034, 530, 1048]
taxi-phone-row — [35, 1017, 195, 1027]
